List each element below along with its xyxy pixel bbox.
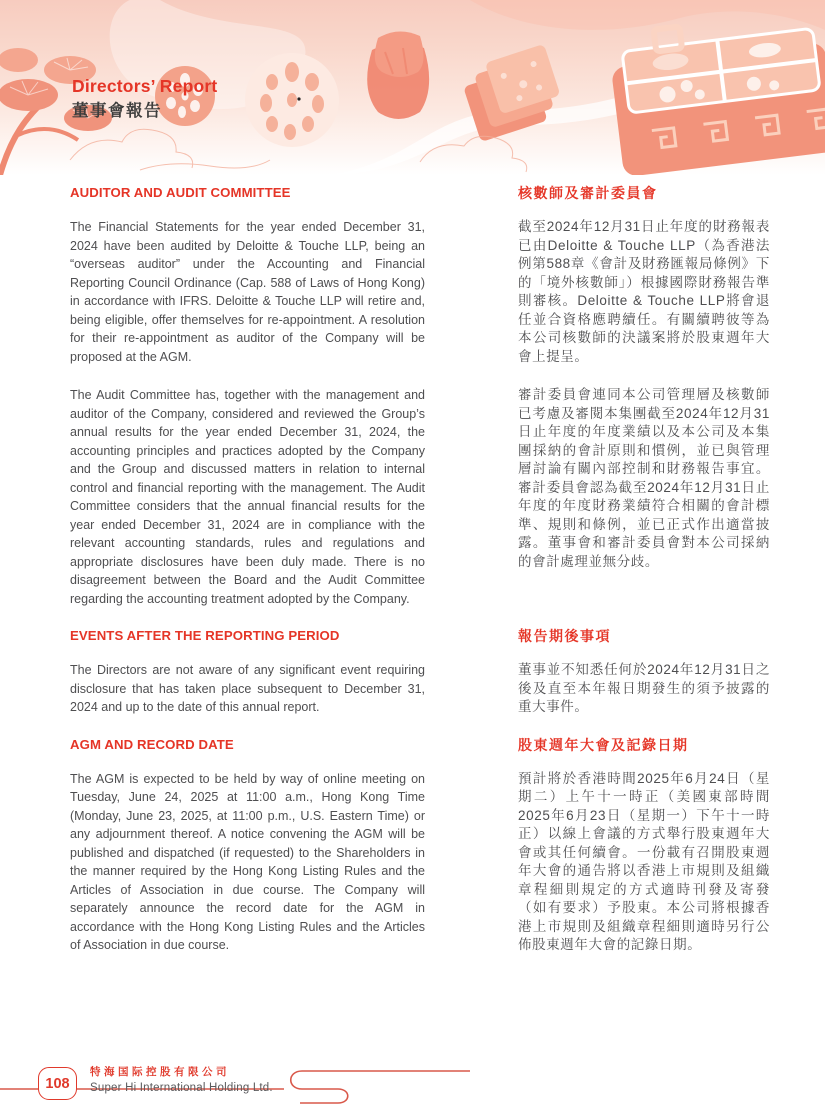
paragraph-agm-en: The AGM is expected to be held by way of online meeting on Tuesday, June 24, 2025 at 11:00 a.m., Hong Kong Time (Monday, June 23, 2025, at 11:00 p.m., U.S. Eastern Time) or any adjournment thereof. A notice convening the AGM will be published and dispatched (if requested) to the Shareholders in the manner required by the Hong Kong Listing Rules and the Articles of Association in due course. The Company will separately announce the record date for the AGM in accordance with the Hong Kong Listing Rules and the Articles of Association in due course.	[70, 771, 425, 952]
company-name-en: Super Hi International Holding Ltd.	[90, 1082, 273, 1094]
paragraph-auditor-2-zh: 審計委員會連同本公司管理層及核數師已考慮及審閱本集團截至2024年12月31日止年度的年度業績以及本公司及本集團採納的會計原則和慣例，並已與管理層討論有關內部控制和財務報告事宜。審計委員會認為截至2024年12月31日止年度的年度財務業績符合相關的會計標準、規則和條例，並已正式作出適當披露。董事會和審計委員會對本公司採納的會計處理並無分歧。	[518, 387, 770, 569]
paragraph-events-zh: 董事並不知悉任何於2024年12月31日之後及直至本年報日期發生的須予披露的重大事件。	[518, 662, 770, 714]
section-heading-auditor-en: AUDITOR AND AUDIT COMMITTEE	[70, 185, 291, 200]
content-columns	[70, 185, 770, 955]
paragraph-auditor-1-en: The Financial Statements for the year ended December 31, 2024 have been audited by Deloitte & Touche LLP, being an “overseas auditor” under the Accounting and Financial Reporting Council Ordinance (Cap. 588 of Laws of Hong Kong) in accordance with IFRS. Deloitte & Touche LLP will retire and, being eligible, offer themselves for re-appointment. A resolution for their re-appointment as auditor of the Company will be proposed at the AGM.	[70, 220, 425, 364]
company-name-zh: 特海国际控股有限公司	[90, 1066, 230, 1078]
paragraph-agm-zh: 預計將於香港時間2025年6月24日（星期二）上午十一時正（美國東部時間2025年6月23日（星期一）下午十一時正）以線上會議的方式舉行股東週年大會或其任何續會。一份載有召開股東週年大會的通告將以香港上市規則及組織章程細則規定的方式適時刊發及寄發（如有要求）予股東。本公司將根據香港上市規則及組織章程細則適時另行公佈股東週年大會的記錄日期。	[518, 770, 770, 952]
page-title: Directors’ Report	[72, 76, 218, 96]
section-heading-agm-zh: 股東週年大會及記錄日期	[518, 736, 689, 753]
hotpot-food-box-icon	[607, 9, 825, 175]
paragraph-auditor-1-zh: 截至2024年12月31日止年度的財務報表已由Deloitte & Touche LLP（為香港法例第588章《會計及財務匯報局條例》下的「境外核數師」）根據國際財務報告準則審核。Deloitte & Touche LLP將會退任並合資格應聘續任。有關續聘彼等為本公司核數師的決議案將於股東週年大會上提呈。	[518, 219, 770, 364]
section-heading-events-zh: 報告期後事項	[518, 628, 611, 644]
section-heading-auditor-zh: 核數師及審計委員會	[518, 185, 658, 201]
paragraph-events-en: The Directors are not aware of any significant event requiring disclosure that has taken place subsequent to December 31, 2024 and up to the date of this annual report.	[70, 663, 425, 714]
gift-pouch-icon	[367, 31, 429, 119]
company-block	[90, 1066, 273, 1095]
section-heading-events-en: EVENTS AFTER THE REPORTING PERIOD	[70, 628, 340, 643]
page-number-badge: 108	[38, 1067, 77, 1100]
page-title-zh: 董事會報告	[72, 102, 162, 120]
paragraph-auditor-2-en: The Audit Committee has, together with the management and auditor of the Company, considered and reviewed the Group’s annual results for the year ended December 31, 2024, the accounting principles and practices adopted by the Company and the Group and discussed matters in relation to internal control and financial reporting with the management. The Audit Committee considers that the annual financial results for the year ended December 31, 2024 are in compliance with the relevant accounting standards, rules and regulations and appropriate disclosures have been duly made. There is no disagreement between the Board and the Audit Committee regarding the accounting treatment adopted by the Company.	[70, 388, 425, 606]
section-heading-agm-en: AGM AND RECORD DATE	[70, 736, 234, 752]
header-banner	[0, 0, 825, 175]
